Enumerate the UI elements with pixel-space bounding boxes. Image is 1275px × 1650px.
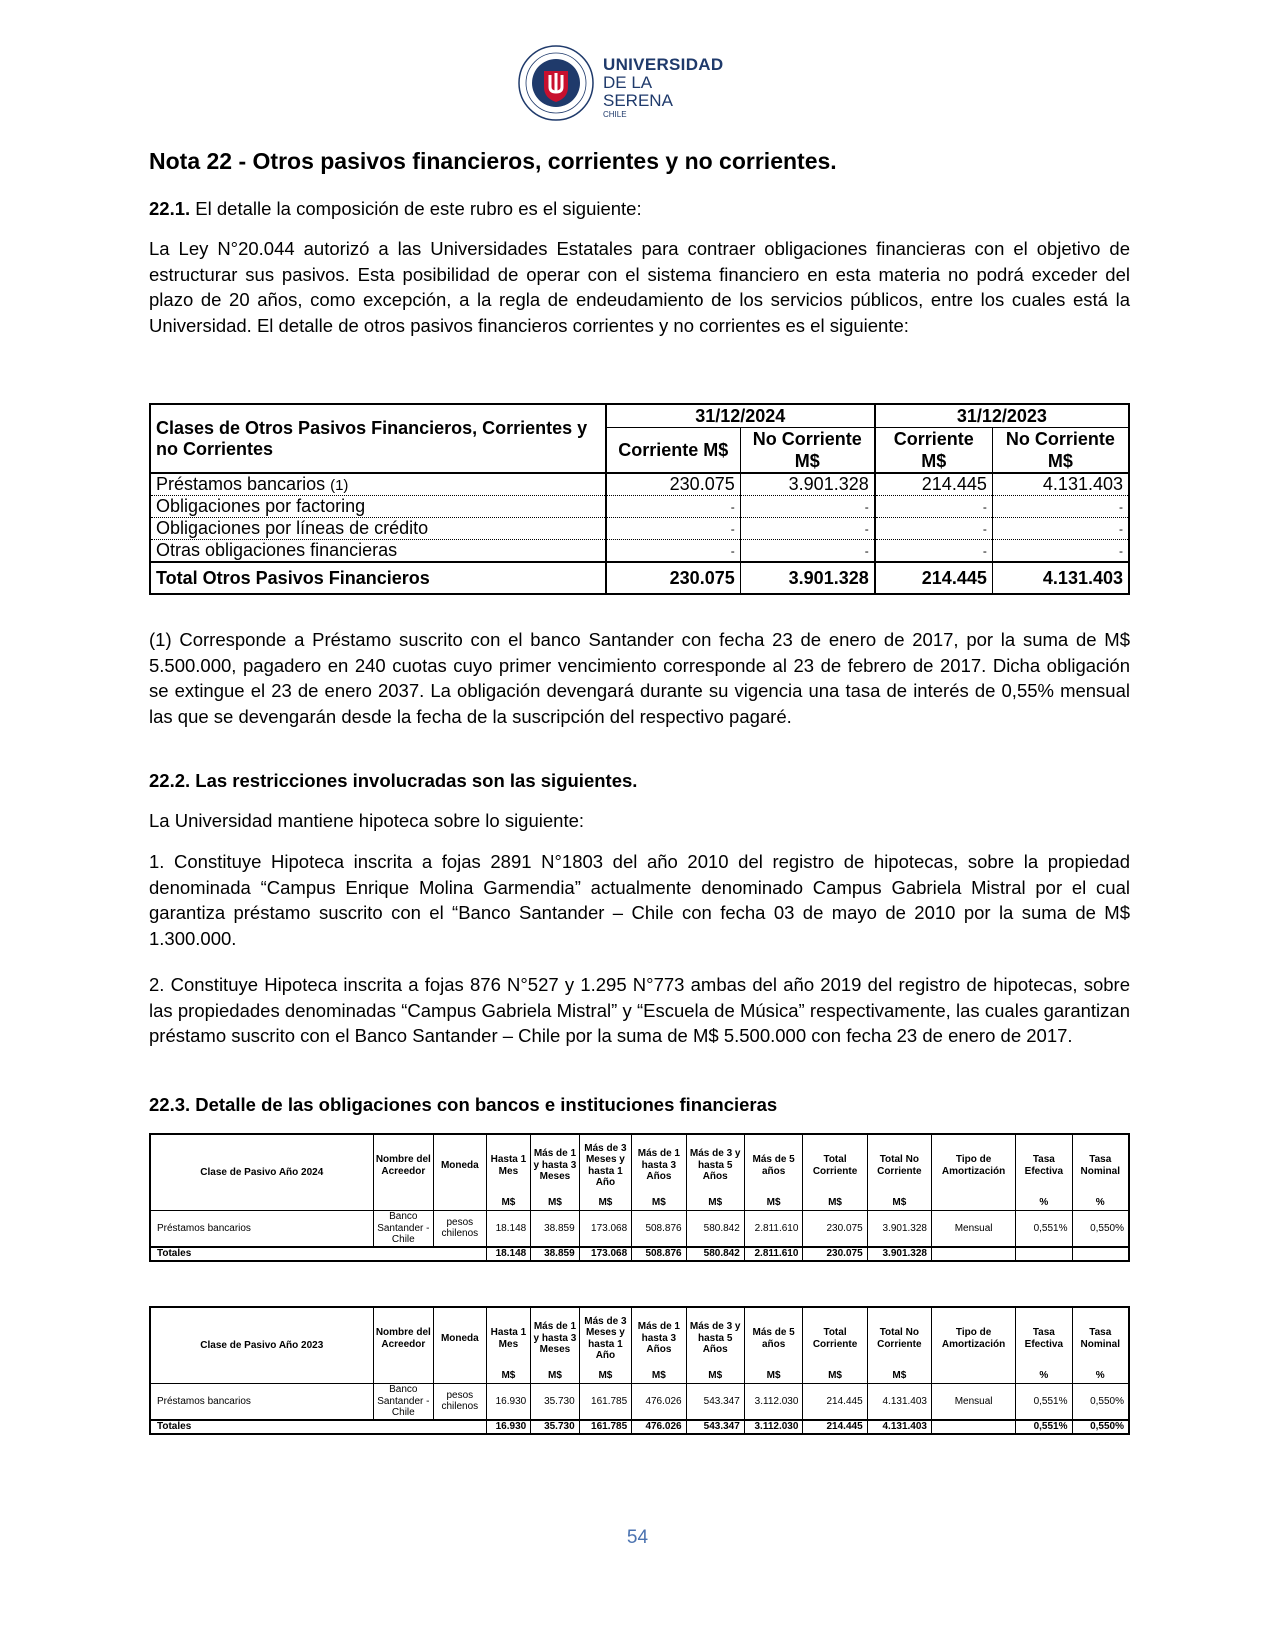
table-cell: 16.930 [486, 1383, 531, 1420]
other-financial-liabilities-table [149, 403, 1130, 595]
column-header: Más de 3 Meses y hasta 1 Año [579, 1307, 632, 1369]
total-cell [932, 1420, 1016, 1434]
column-header: Tipo de Amortización [932, 1134, 1016, 1196]
unit-cell [434, 1196, 487, 1210]
totals-row [150, 1420, 1129, 1434]
table-cell: - [992, 518, 1129, 540]
table-cell: Banco Santander - Chile [373, 1210, 434, 1247]
table-cell: 38.859 [531, 1210, 579, 1247]
column-header: Tasa Efectiva [1016, 1134, 1072, 1196]
column-header: Más de 1 hasta 3 Años [632, 1307, 686, 1369]
total-cell: 35.730 [531, 1420, 579, 1434]
unit-cell: M$ [686, 1369, 744, 1383]
unit-cell [932, 1369, 1016, 1383]
row-label: Obligaciones por líneas de crédito [150, 518, 606, 540]
table-cell: 3.901.328 [740, 473, 875, 496]
unit-cell: M$ [486, 1196, 531, 1210]
totals-label: Totales [150, 1247, 486, 1261]
table-cell: 230.075 [606, 473, 741, 496]
total-cell: 0,550% [1072, 1420, 1129, 1434]
table-row [150, 540, 1129, 563]
table-cell: - [992, 496, 1129, 518]
total-cell: 3.112.030 [744, 1420, 803, 1434]
table-cell: 161.785 [579, 1383, 632, 1420]
unit-cell: % [1072, 1369, 1129, 1383]
column-header: Más de 1 y hasta 3 Meses [531, 1307, 579, 1369]
column-header: Más de 3 y hasta 5 Años [686, 1307, 744, 1369]
column-header: Tasa Nominal [1072, 1307, 1129, 1369]
bank-obligations-table-2024 [149, 1133, 1130, 1262]
total-cell: 161.785 [579, 1420, 632, 1434]
table-title: Clase de Pasivo Año 2023 [150, 1307, 373, 1383]
main-subheader: No Corriente M$ [740, 428, 875, 474]
total-row [150, 562, 1129, 594]
total-cell [1016, 1247, 1072, 1261]
section-22-1 [149, 196, 1130, 222]
unit-cell: % [1016, 1196, 1072, 1210]
table-cell: - [740, 540, 875, 563]
university-seal-icon [517, 44, 595, 122]
row-label: Préstamos bancarios [156, 474, 331, 494]
table-cell: 18.148 [486, 1210, 531, 1247]
total-cell: 230.075 [606, 562, 741, 594]
unit-cell: M$ [531, 1369, 579, 1383]
table-cell: 0,551% [1016, 1210, 1072, 1247]
table-row [150, 473, 1129, 496]
unit-cell: % [1016, 1369, 1072, 1383]
total-cell: 508.876 [632, 1247, 686, 1261]
column-header: Más de 5 años [744, 1307, 803, 1369]
table-title: Clase de Pasivo Año 2024 [150, 1134, 373, 1210]
table-cell: 2.811.610 [744, 1210, 803, 1247]
table-cell: 580.842 [686, 1210, 744, 1247]
total-cell [1072, 1247, 1129, 1261]
main-table-header: Clases de Otros Pasivos Financieros, Corrientes y no Corrientes [150, 404, 606, 473]
column-header: Total No Corriente [867, 1307, 931, 1369]
total-cell: 580.842 [686, 1247, 744, 1261]
table-cell: - [875, 540, 993, 563]
table-cell: Préstamos bancarios [150, 1210, 373, 1247]
unit-cell: M$ [867, 1369, 931, 1383]
unit-cell: M$ [486, 1369, 531, 1383]
table-cell: 0,550% [1072, 1210, 1129, 1247]
total-cell: 0,551% [1016, 1420, 1072, 1434]
total-cell: 214.445 [875, 562, 993, 594]
table-cell: Préstamos bancarios [150, 1383, 373, 1420]
column-header: Más de 1 y hasta 3 Meses [531, 1134, 579, 1196]
table-cell: 543.347 [686, 1383, 744, 1420]
university-logo [517, 44, 724, 122]
page-number: 54 [626, 1527, 649, 1548]
totals-label: Totales [150, 1420, 486, 1434]
table-cell: pesos chilenos [434, 1210, 487, 1247]
column-header: Tipo de Amortización [932, 1307, 1016, 1369]
table-cell: Mensual [932, 1210, 1016, 1247]
column-header: Tasa Efectiva [1016, 1307, 1072, 1369]
table-cell: 214.445 [803, 1383, 867, 1420]
total-cell: 3.901.328 [867, 1247, 931, 1261]
total-cell: 543.347 [686, 1420, 744, 1434]
logo-line1: UNIVERSIDAD [603, 55, 724, 74]
table-cell: 4.131.403 [867, 1383, 931, 1420]
main-subheader: Corriente M$ [875, 428, 993, 474]
table-row [150, 1210, 1129, 1247]
section-22-2-heading: 22.2. Las restricciones involucradas son las siguientes. [149, 770, 638, 791]
total-cell: 18.148 [486, 1247, 531, 1261]
table-cell: pesos chilenos [434, 1383, 487, 1420]
column-header: Hasta 1 Mes [486, 1134, 531, 1196]
unit-cell: M$ [867, 1196, 931, 1210]
total-cell: 173.068 [579, 1247, 632, 1261]
unit-cell: M$ [686, 1196, 744, 1210]
unit-cell: M$ [803, 1369, 867, 1383]
total-cell: 2.811.610 [744, 1247, 803, 1261]
table-cell: 35.730 [531, 1383, 579, 1420]
table-cell: 230.075 [803, 1210, 867, 1247]
footnote-ref: (1) [330, 477, 349, 494]
table-cell: - [740, 496, 875, 518]
total-cell: 476.026 [632, 1420, 686, 1434]
unit-cell: M$ [744, 1369, 803, 1383]
total-cell: 230.075 [803, 1247, 867, 1261]
column-header: Más de 3 Meses y hasta 1 Año [579, 1134, 632, 1196]
unit-cell: M$ [579, 1369, 632, 1383]
table-row [150, 1383, 1129, 1420]
unit-cell: M$ [744, 1196, 803, 1210]
mortgage-item-1: 1. Constituye Hipoteca inscrita a fojas 2891 N°1803 del año 2010 del registro de hipotecas, sobre la propiedad denominada “Campus Enrique Molina Garmendia” actualmente denominado Campus Gabriela Mistral por el cual garantiza préstamo suscrito con el “Banco Santander – Chile con fecha 03 de mayo de 2010 por la suma de M$ 1.300.000. [149, 851, 1130, 949]
column-header: Total Corriente [803, 1134, 867, 1196]
total-cell: 4.131.403 [992, 562, 1129, 594]
total-cell: 16.930 [486, 1420, 531, 1434]
total-cell [932, 1247, 1016, 1261]
unit-cell: M$ [632, 1369, 686, 1383]
main-subheader: Corriente M$ [606, 428, 741, 474]
table-row [150, 518, 1129, 540]
table-cell: 173.068 [579, 1210, 632, 1247]
table-cell: - [740, 518, 875, 540]
table-cell: 214.445 [875, 473, 993, 496]
column-header: Más de 5 años [744, 1134, 803, 1196]
column-header: Total Corriente [803, 1307, 867, 1369]
column-header: Moneda [434, 1307, 487, 1369]
mortgage-intro: La Universidad mantiene hipoteca sobre lo siguiente: [149, 810, 585, 831]
table-cell: Banco Santander - Chile [373, 1383, 434, 1420]
table-cell: - [606, 518, 741, 540]
table-cell: - [875, 496, 993, 518]
logo-line2: DE LA SERENA [603, 73, 673, 110]
column-header: Más de 1 hasta 3 Años [632, 1134, 686, 1196]
mortgage-item-2: 2. Constituye Hipoteca inscrita a fojas 876 N°527 y 1.295 N°773 ambas del año 2019 del registro de hipotecas, sobre las propiedades denominadas “Campus Gabriela Mistral” y “Escuela de Música” respectivamente, las cuales garantizan préstamo suscrito con el Banco Santander – Chile por la suma de M$ 5.500.000 con fecha 23 de enero de 2017. [149, 974, 1130, 1046]
intro-paragraph: La Ley N°20.044 autorizó a las Universidades Estatales para contraer obligaciones financieras con el objetivo de estructurar sus pasivos. Esta posibilidad de operar con el sistema financiero en esta materia no podrá exceder del plazo de 20 años, como excepción, a la regla de endeudamiento de los servicios públicos, entre los cuales está la Universidad. El detalle de otros pasivos financieros corrientes y no corrientes es el siguiente: [149, 238, 1130, 336]
unit-cell [373, 1196, 434, 1210]
section-22-1-text: El detalle la composición de este rubro es el siguiente: [190, 198, 642, 219]
unit-cell: M$ [531, 1196, 579, 1210]
column-header: Nombre del Acreedor [373, 1307, 434, 1369]
table-cell: - [992, 540, 1129, 563]
footnote-paragraph: (1) Corresponde a Préstamo suscrito con el banco Santander con fecha 23 de enero de 2017, por la suma de M$ 5.500.000, pagadero en 240 cuotas cuyo primer vencimiento corresponde al 23 de febrero de 2017. Dicha obligación se extingue el 23 de enero 2037. La obligación devengará durante su vigencia una tasa de interés de 0,55% mensual las que se devengarán desde la fecha de la suscripción del respectivo pagaré. [149, 629, 1130, 727]
main-table-year-2024: 31/12/2024 [606, 404, 875, 428]
column-header: Más de 3 y hasta 5 Años [686, 1134, 744, 1196]
table-cell: Mensual [932, 1383, 1016, 1420]
column-header: Hasta 1 Mes [486, 1307, 531, 1369]
unit-cell [434, 1369, 487, 1383]
unit-cell [373, 1369, 434, 1383]
table-cell: 4.131.403 [992, 473, 1129, 496]
row-label: Otras obligaciones financieras [150, 540, 606, 563]
section-22-1-number: 22.1. [149, 198, 191, 219]
table-cell: 0,550% [1072, 1383, 1129, 1420]
unit-cell: % [1072, 1196, 1129, 1210]
total-label: Total Otros Pasivos Financieros [150, 562, 606, 594]
unit-cell: M$ [579, 1196, 632, 1210]
logo-line3: CHILE [603, 110, 627, 119]
row-label: Obligaciones por factoring [150, 496, 606, 518]
column-header: Total No Corriente [867, 1134, 931, 1196]
table-cell: - [606, 540, 741, 563]
column-header: Tasa Nominal [1072, 1134, 1129, 1196]
table-cell: 476.026 [632, 1383, 686, 1420]
table-row [150, 496, 1129, 518]
table-cell: 3.901.328 [867, 1210, 931, 1247]
unit-cell: M$ [632, 1196, 686, 1210]
table-cell: 3.112.030 [744, 1383, 803, 1420]
bank-obligations-table-2023 [149, 1306, 1130, 1435]
main-table-year-2023: 31/12/2023 [875, 404, 1129, 428]
total-cell: 3.901.328 [740, 562, 875, 594]
section-22-3-heading: 22.3. Detalle de las obligaciones con bancos e instituciones financieras [149, 1094, 778, 1115]
table-cell: - [606, 496, 741, 518]
table-cell: 0,551% [1016, 1383, 1072, 1420]
table-cell: - [875, 518, 993, 540]
main-subheader: No Corriente M$ [992, 428, 1129, 474]
column-header: Nombre del Acreedor [373, 1134, 434, 1196]
unit-cell: M$ [803, 1196, 867, 1210]
unit-cell [932, 1196, 1016, 1210]
total-cell: 38.859 [531, 1247, 579, 1261]
column-header: Moneda [434, 1134, 487, 1196]
total-cell: 214.445 [803, 1420, 867, 1434]
totals-row [150, 1247, 1129, 1261]
total-cell: 4.131.403 [867, 1420, 931, 1434]
table-cell: 508.876 [632, 1210, 686, 1247]
page-title: Nota 22 - Otros pasivos financieros, corrientes y no corrientes. [149, 148, 837, 174]
